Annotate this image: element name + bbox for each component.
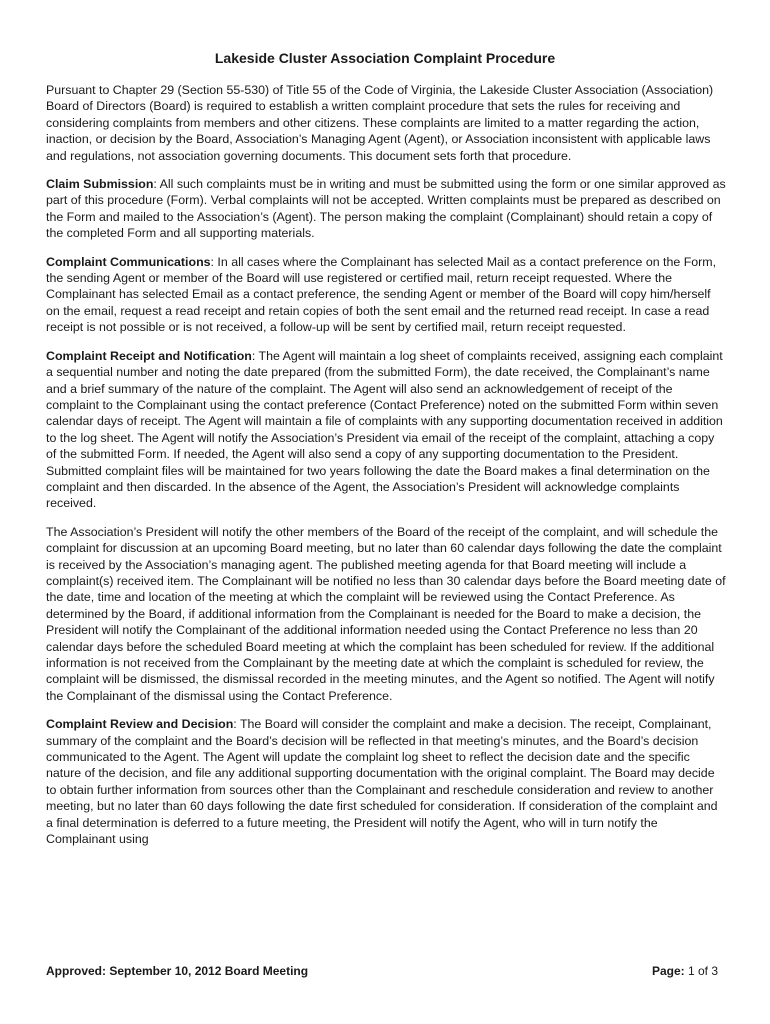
section-heading: Claim Submission	[46, 177, 154, 192]
section-text: : The Agent will maintain a log sheet of complaints received, assigning each complaint a sequential number and noting the date prepared (from the submitted Form), the date received, the Complainant’s name and a brief summary of the nature of the complaint. The Agent will also send an acknowledgement of receipt of the complaint to the Complainant using the contact preference (Contact Preference) noted on the submitted Form within seven calendar days of receipt. The Agent will maintain a file of complaints with any supporting documentation received in addition to the log sheet. The Agent will notify the Association’s President via email of the receipt of the complaint, attaching a copy of the submitted Form. If needed, the Agent will also send a copy of any supporting documentation to the President. Submitted complaint files will be maintained for two years following the date the Board makes a final determination on the complaint and then discarded. In the absence of the Agent, the Association’s President will acknowledge complaints received.	[46, 348, 723, 511]
document-body	[46, 82, 726, 859]
section-heading: Complaint Communications	[46, 254, 211, 269]
section-text: : The Board will consider the complaint and make a decision. The receipt, Complainant, summary of the complaint and the Board’s decision will be reflected in that meeting’s minutes, and the Board’s decision communicated to the Agent. The Agent will update the complaint log sheet to reflect the decision date and the specific nature of the decision, and file any additional supporting documentation with the original complaint. The Board may decide to obtain further information from sources other than the Complainant and reschedule consideration and review to another meeting, but no later than 60 days following the date first scheduled for consideration. If consideration of the complaint and a final determination is deferred to a future meeting, the President will notify the Agent, who will in turn notify the Complainant using	[46, 717, 718, 847]
section-text: : In all cases where the Complainant has selected Mail as a contact preference on the Form, the sending Agent or member of the Board will use registered or certified mail, return receipt requested. Where the Complainant has selected Email as a contact preference, the sending Agent or member of the Board will copy him/herself on the email, request a read receipt and retain copies of both the sent email and the returned read receipt. In case a read receipt is not possible or is not received, a follow-up will be sent by certified mail, return receipt requested.	[46, 254, 717, 335]
section-complaint-receipt	[46, 348, 726, 512]
section-text: : All such complaints must be in writing and must be submitted using the form or one similar approved as part of this procedure (Form). Verbal complaints will not be accepted. Written complaints must be prepared as described on the Form and mailed to the Association’s (Agent). The person making the complaint (Complainant) should retain a copy of the completed Form and all supporting materials.	[46, 177, 726, 241]
page-label: Page:	[651, 964, 685, 978]
section-complaint-review	[46, 716, 726, 847]
page-value: 1 of 3	[687, 964, 718, 978]
section-president-notification	[46, 524, 726, 704]
section-claim-submission	[46, 176, 726, 242]
section-heading: Complaint Receipt and Notification	[46, 348, 252, 363]
section-complaint-communications	[46, 254, 726, 336]
approval-note: Approved: September 10, 2012 Board Meeting	[46, 964, 309, 978]
section-text: The Association’s President will notify the other members of the Board of the receipt of the complaint, and will schedule the complaint for discussion at an upcoming Board meeting, but no later than 60 calendar days following the date the complaint is received by the Association’s managing agent. The published meeting agenda for that Board meeting will include a complaint(s) received item. The Complainant will be notified no less than 30 calendar days before the Board meeting date of the date, time and location of the meeting at which the complaint will be reviewed using the Contact Preference. As determined by the Board, if additional information from the Complainant is needed for the Board to make a decision, the President will notify the Complainant of the additional information needed using the Contact Preference no less than 20 calendar days before the scheduled Board meeting at which the complaint has been scheduled for review. If the additional information is not received from the Complainant by the meeting date at which the complaint is scheduled for review, the complaint will be dismissed, the dismissal recorded in the meeting minutes, and the Agent so notified. The Agent will notify the Complainant of the dismissal using the Contact Preference.	[46, 524, 726, 703]
page-number	[652, 964, 718, 978]
document-title: Lakeside Cluster Association Complaint Procedure	[214, 50, 556, 66]
section-heading: Complaint Review and Decision	[46, 717, 234, 732]
intro-paragraph: Pursuant to Chapter 29 (Section 55-530) of Title 55 of the Code of Virginia, the Lakeside Cluster Association (Association) Board of Directors (Board) is required to establish a written complaint procedure that sets the rules for receiving and considering complaints from members and other citizens. These complaints are limited to a matter regarding the action, inaction, or decision by the Board, Association’s Managing Agent (Agent), or Association inconsistent with applicable laws and regulations, not association governing documents. This document sets forth that procedure.	[46, 83, 714, 163]
